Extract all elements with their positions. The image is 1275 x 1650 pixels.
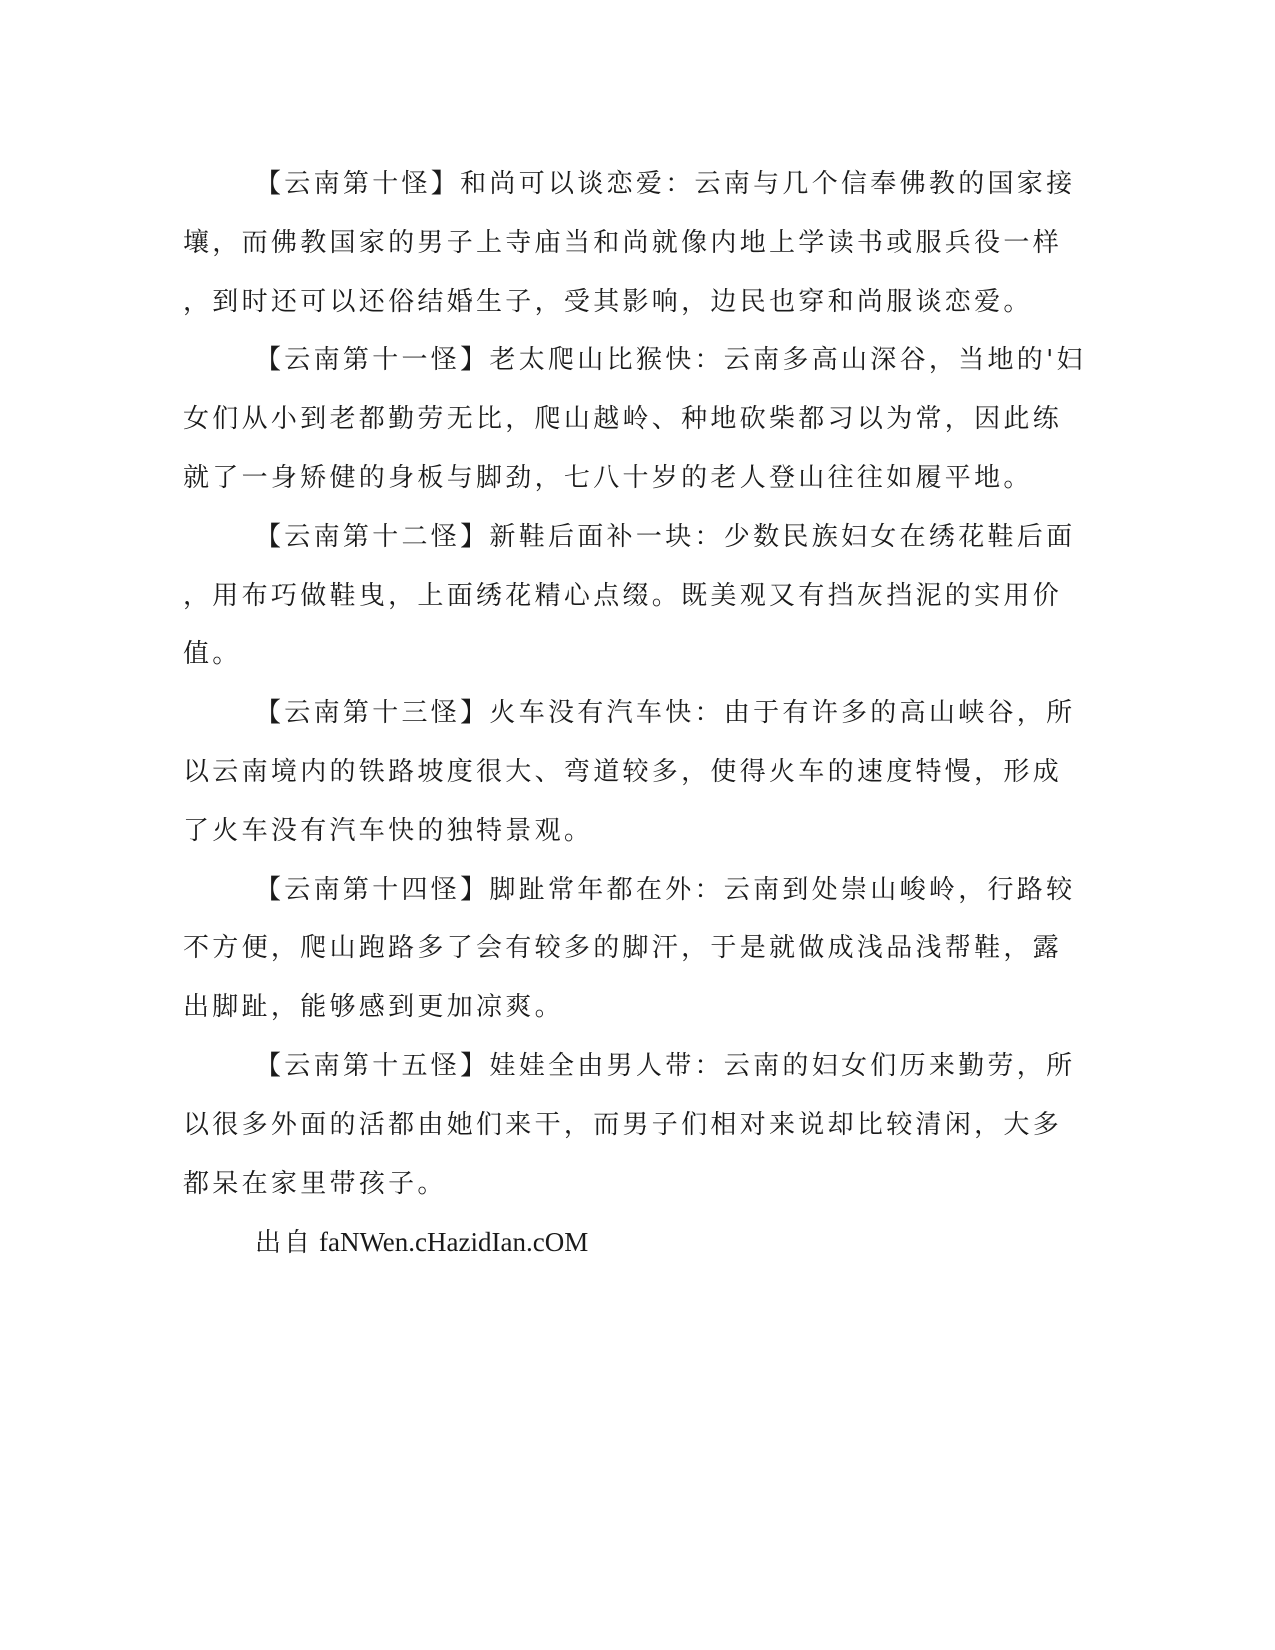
source-label: 出自 <box>255 1228 314 1259</box>
text-line: 就了一身矫健的身板与脚劲，七八十岁的老人登山往往如履平地。 <box>183 462 1033 493</box>
text-line: 【云南第十二怪】新鞋后面补一块：少数民族妇女在绣花鞋后面 <box>255 521 1076 552</box>
text-line: 【云南第十五怪】娃娃全由男人带：云南的妇女们历来勤劳，所 <box>255 1050 1076 1081</box>
text-line: 都呆在家里带孩子。 <box>183 1168 447 1199</box>
source-attribution <box>183 1213 1033 1273</box>
text-line: 壤，而佛教国家的男子上寺庙当和尚就像内地上学读书或服兵役一样 <box>183 227 1063 258</box>
paragraph-fifteenth-oddity <box>183 1037 1076 1213</box>
paragraph-eleventh-oddity <box>183 331 1086 507</box>
paragraph-tenth-oddity <box>183 155 1076 331</box>
text-line: ，到时还可以还俗结婚生子，受其影响，边民也穿和尚服谈恋爱。 <box>183 286 1033 317</box>
paragraph-thirteenth-oddity <box>183 684 1076 860</box>
document-body <box>183 155 1086 1273</box>
paragraph-fourteenth-oddity <box>183 861 1076 1037</box>
text-line: 了火车没有汽车快的独特景观。 <box>183 815 594 846</box>
text-line: 不方便，爬山跑路多了会有较多的脚汗，于是就做成浅品浅帮鞋，露 <box>183 933 1063 964</box>
text-line: 以很多外面的活都由她们来干，而男子们相对来说却比较清闲，大多 <box>183 1109 1063 1140</box>
paragraph-twelfth-oddity <box>183 508 1076 684</box>
text-line: 【云南第十四怪】脚趾常年都在外：云南到处崇山峻岭，行路较 <box>255 874 1076 905</box>
text-line: 女们从小到老都勤劳无比，爬山越岭、种地砍柴都习以为常，因此练 <box>183 404 1063 435</box>
text-line: 【云南第十三怪】火车没有汽车快：由于有许多的高山峡谷，所 <box>255 698 1076 729</box>
text-line: ，用布巧做鞋曳，上面绣花精心点缀。既美观又有挡灰挡泥的实用价 <box>183 580 1063 611</box>
text-line: 【云南第十怪】和尚可以谈恋爱：云南与几个信奉佛教的国家接 <box>255 169 1076 199</box>
source-url: faNWen.cHazidIan.cOM <box>319 1227 589 1258</box>
text-line: 【云南第十一怪】老太爬山比猴快：云南多高山深谷，当地的'妇 <box>255 345 1086 376</box>
text-line: 出脚趾，能够感到更加凉爽。 <box>183 992 564 1023</box>
text-line: 以云南境内的铁路坡度很大、弯道较多，使得火车的速度特慢，形成 <box>183 756 1063 787</box>
text-line: 值。 <box>183 639 242 670</box>
